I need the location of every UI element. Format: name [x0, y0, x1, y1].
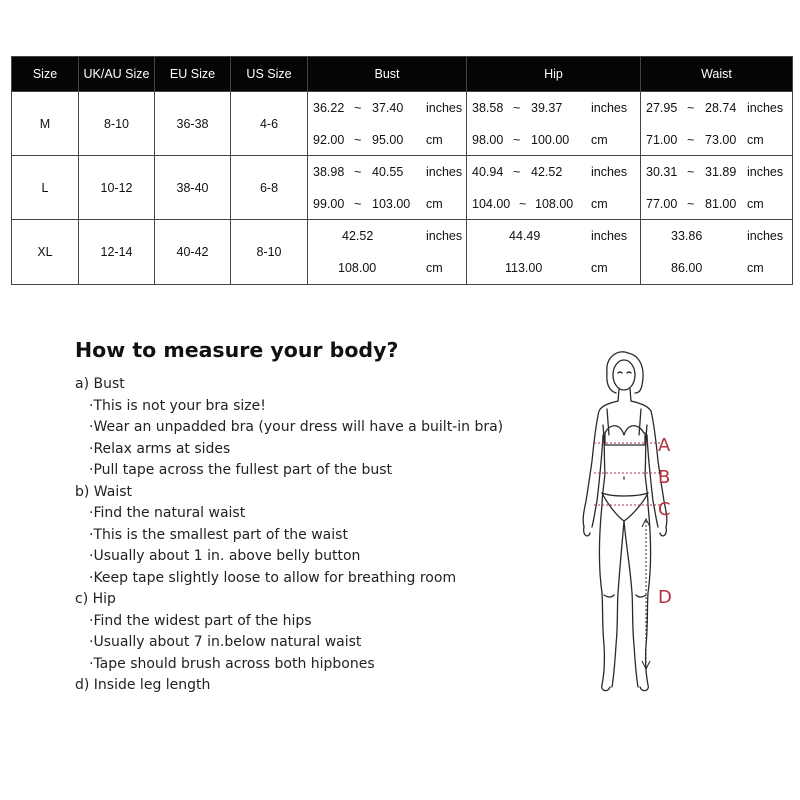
header-bust: Bust: [308, 57, 467, 92]
range-tilde: ~: [519, 197, 527, 211]
size-cell: L: [12, 156, 79, 220]
inches-line: [641, 100, 792, 116]
range-tilde: ~: [354, 133, 362, 147]
list-item: ·Wear an unpadded bra (your dress will have a built-in bra): [89, 419, 504, 435]
header-hip: Hip: [467, 57, 641, 92]
list-item: ·Usually about 1 in. above belly button: [89, 548, 361, 564]
size-cell: XL: [12, 220, 79, 285]
range-max: 28.74: [705, 101, 737, 115]
range-min: 38.98: [313, 165, 345, 179]
cm-line: [467, 260, 640, 276]
waist-cell: [641, 92, 793, 156]
list-item: ·Relax arms at sides: [89, 440, 231, 457]
unit-label: cm: [591, 261, 608, 275]
range-tilde: ~: [513, 101, 521, 115]
unit-label: cm: [591, 197, 608, 211]
hip-cell: [467, 220, 641, 285]
eu-size-cell: 40-42: [155, 220, 231, 285]
unit-label: inches: [426, 229, 463, 243]
measurement-lines: [572, 345, 682, 700]
inches-line: [467, 100, 640, 116]
eu-size-cell: 38-40: [155, 156, 231, 220]
range-min: 92.00: [313, 133, 345, 147]
guide-title: How to measure your body?: [75, 338, 399, 362]
range-tilde: ~: [354, 197, 362, 211]
section-heading-waist: b) Waist: [75, 483, 132, 500]
unit-label: inches: [426, 165, 463, 179]
uk-au-size-cell: 8-10: [79, 92, 155, 156]
range-min: 38.58: [472, 101, 504, 115]
table-row: [12, 220, 793, 285]
list-item: ·This is the smallest part of the waist: [89, 526, 348, 543]
uk-au-size-cell: 10-12: [79, 156, 155, 220]
bust-cell: [308, 220, 467, 285]
range-max: 103.00: [372, 197, 411, 211]
range-min: 77.00: [646, 197, 678, 211]
cm-line: [467, 196, 640, 212]
range-min: 30.31: [646, 165, 678, 179]
header-eu-size: EU Size: [155, 57, 231, 92]
range-min: 71.00: [646, 133, 678, 147]
single-value: 108.00: [338, 261, 377, 275]
section-heading-bust: a) Bust: [75, 376, 125, 392]
range-tilde: ~: [687, 133, 695, 147]
unit-label: cm: [747, 197, 764, 211]
unit-label: inches: [747, 101, 784, 115]
range-min: 104.00: [472, 197, 511, 211]
range-max: 31.89: [705, 165, 737, 179]
unit-label: inches: [426, 101, 463, 115]
unit-label: cm: [747, 133, 764, 147]
single-value: 86.00: [671, 261, 703, 275]
cm-line: [308, 260, 466, 276]
range-min: 27.95: [646, 101, 678, 115]
us-size-cell: 8-10: [231, 220, 308, 285]
range-tilde: ~: [354, 101, 362, 115]
section-heading-hip: c) Hip: [75, 591, 116, 607]
list-item: ·Usually about 7 in.below natural waist: [89, 634, 362, 650]
inches-line: [308, 228, 466, 244]
range-tilde: ~: [513, 133, 521, 147]
single-value: 42.52: [342, 229, 374, 243]
table-row: [12, 156, 793, 220]
us-size-cell: 4-6: [231, 92, 308, 156]
table-row: [12, 92, 793, 156]
range-max: 81.00: [705, 197, 737, 211]
inches-line: [641, 228, 792, 244]
unit-label: inches: [747, 229, 784, 243]
unit-label: inches: [747, 165, 784, 179]
inches-line: [308, 164, 466, 180]
range-min: 40.94: [472, 165, 504, 179]
label-c: C: [658, 499, 671, 520]
unit-label: cm: [426, 133, 443, 147]
range-tilde: ~: [354, 165, 362, 179]
list-item: ·Keep tape slightly loose to allow for breathing room: [89, 569, 457, 586]
inches-line: [641, 164, 792, 180]
unit-label: cm: [426, 197, 443, 211]
range-min: 36.22: [313, 101, 345, 115]
eu-size-cell: 36-38: [155, 92, 231, 156]
waist-cell: [641, 156, 793, 220]
cm-line: [308, 132, 466, 148]
header-us-size: US Size: [231, 57, 308, 92]
list-item: ·Find the widest part of the hips: [89, 612, 312, 629]
cm-line: [308, 196, 466, 212]
label-d: D: [658, 587, 672, 608]
section-heading-inside-leg: d) Inside leg length: [75, 677, 211, 693]
range-max: 100.00: [531, 133, 570, 147]
range-max: 40.55: [372, 165, 404, 179]
size-chart-table: [11, 56, 793, 285]
label-a: A: [658, 435, 671, 456]
measurement-instructions: [75, 374, 555, 697]
range-max: 37.40: [372, 101, 404, 115]
range-tilde: ~: [687, 165, 695, 179]
range-tilde: ~: [513, 165, 521, 179]
range-min: 98.00: [472, 133, 504, 147]
body-measurement-figure: [572, 345, 682, 700]
us-size-cell: 6-8: [231, 156, 308, 220]
header-waist: Waist: [641, 57, 793, 92]
list-item: ·Find the natural waist: [89, 505, 246, 521]
single-value: 33.86: [671, 229, 703, 243]
list-item: ·Pull tape across the fullest part of the bust: [89, 462, 393, 478]
cm-line: [641, 196, 792, 212]
waist-cell: [641, 220, 793, 285]
cm-line: [467, 132, 640, 148]
range-tilde: ~: [687, 197, 695, 211]
bust-cell: [308, 156, 467, 220]
range-max: 39.37: [531, 101, 563, 115]
unit-label: inches: [591, 229, 628, 243]
single-value: 113.00: [505, 261, 543, 275]
list-item: ·This is not your bra size!: [89, 397, 266, 414]
range-max: 73.00: [705, 133, 737, 147]
header-size: Size: [12, 57, 79, 92]
hip-cell: [467, 156, 641, 220]
hip-cell: [467, 92, 641, 156]
size-cell: M: [12, 92, 79, 156]
unit-label: cm: [591, 133, 608, 147]
range-max: 95.00: [372, 133, 404, 147]
range-min: 99.00: [313, 197, 345, 211]
unit-label: cm: [426, 261, 443, 275]
range-max: 108.00: [535, 197, 574, 211]
cm-line: [641, 132, 792, 148]
uk-au-size-cell: 12-14: [79, 220, 155, 285]
unit-label: inches: [591, 165, 628, 179]
header-uk-au-size: UK/AU Size: [79, 57, 155, 92]
unit-label: inches: [591, 101, 628, 115]
inches-line: [467, 228, 640, 244]
bust-cell: [308, 92, 467, 156]
inches-line: [467, 164, 640, 180]
unit-label: cm: [747, 261, 764, 275]
cm-line: [641, 260, 792, 276]
range-tilde: ~: [687, 101, 695, 115]
size-chart-header-row: [12, 57, 793, 92]
range-max: 42.52: [531, 165, 563, 179]
inches-line: [308, 100, 466, 116]
list-item: ·Tape should brush across both hipbones: [89, 655, 375, 672]
label-b: B: [658, 467, 671, 488]
single-value: 44.49: [509, 229, 541, 243]
